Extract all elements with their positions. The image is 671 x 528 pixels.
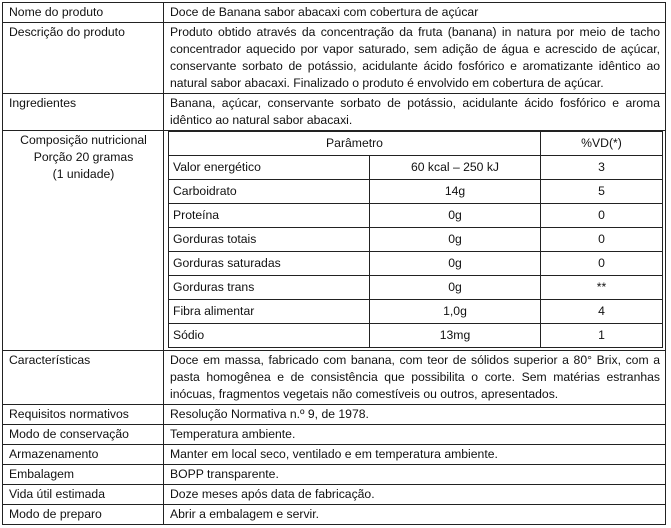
preparation-value: Abrir a embalagem e servir. — [164, 505, 666, 525]
nutrition-row — [169, 276, 663, 300]
row-conservation — [3, 425, 666, 445]
row-characteristics — [3, 351, 666, 405]
row-normative — [3, 405, 666, 425]
nutrition-row — [169, 180, 663, 204]
characteristics-value: Doce em massa, fabricado com banana, com teor de sólidos superior a 80° Brix, com a pasta homogênea e de consistência que possibilita o corte. Sem matérias estranhas inócuas, fragmentos vegetais não comestíveis ou outros, apresentados. — [164, 351, 666, 405]
nutrient-vd: 5 — [541, 180, 663, 204]
packaging-value: BOPP transparente. — [164, 465, 666, 485]
spec-table — [2, 2, 666, 525]
product-spec-sheet — [2, 2, 666, 525]
nutrient-amount: 13mg — [370, 324, 541, 348]
row-nutrition — [3, 131, 666, 351]
nutrient-amount: 60 kcal – 250 kJ — [370, 156, 541, 180]
nutrition-label-title: Composição nutricional — [20, 133, 147, 147]
preparation-label: Modo de preparo — [3, 505, 164, 525]
nutrition-header-row — [169, 132, 663, 156]
row-ingredients — [3, 94, 666, 131]
packaging-label: Embalagem — [3, 465, 164, 485]
nutrition-table — [168, 131, 663, 348]
nutrition-header-parameter: Parâmetro — [169, 132, 541, 156]
nutrition-label-unit: (1 unidade) — [52, 167, 115, 181]
nutrient-name: Gorduras saturadas — [169, 252, 370, 276]
nutrient-amount: 1,0g — [370, 300, 541, 324]
nutrient-vd: 1 — [541, 324, 663, 348]
row-description — [3, 23, 666, 94]
row-product-name — [3, 3, 666, 23]
nutrition-row — [169, 204, 663, 228]
nutrition-label-portion: Porção 20 gramas — [33, 150, 134, 164]
nutrition-row — [169, 228, 663, 252]
nutrient-name: Fibra alimentar — [169, 300, 370, 324]
product-name-value: Doce de Banana sabor abacaxi com cobertura de açúcar — [164, 3, 666, 23]
row-preparation — [3, 505, 666, 525]
nutrient-vd: 3 — [541, 156, 663, 180]
nutrient-vd: ** — [541, 276, 663, 300]
row-storage — [3, 445, 666, 465]
characteristics-label: Características — [3, 351, 164, 405]
nutrient-vd: 0 — [541, 204, 663, 228]
nutrition-label — [3, 131, 164, 351]
nutrient-name: Gorduras totais — [169, 228, 370, 252]
nutrient-vd: 0 — [541, 252, 663, 276]
product-name-label: Nome do produto — [3, 3, 164, 23]
ingredients-label: Ingredientes — [3, 94, 164, 131]
nutrient-vd: 0 — [541, 228, 663, 252]
nutrition-row — [169, 324, 663, 348]
row-shelf-life — [3, 485, 666, 505]
normative-label: Requisitos normativos — [3, 405, 164, 425]
nutrition-header-vd: %VD(*) — [541, 132, 663, 156]
nutrient-amount: 0g — [370, 228, 541, 252]
nutrient-vd: 4 — [541, 300, 663, 324]
nutrient-amount: 0g — [370, 276, 541, 300]
nutrient-amount: 0g — [370, 252, 541, 276]
nutrition-row — [169, 252, 663, 276]
nutrient-amount: 14g — [370, 180, 541, 204]
storage-value: Manter em local seco, ventilado e em temperatura ambiente. — [164, 445, 666, 465]
shelf-life-label: Vida útil estimada — [3, 485, 164, 505]
description-value: Produto obtido através da concentração da fruta (banana) in natura por meio de tacho concentrador aquecido por vapor saturado, sem adição de água e acrescido de açúcar, conservante sorbato de potássio, acidulante ácido fosfórico e aromatizante idêntico ao natural sabor abacaxi. Finalizado o produto é envolvido em cobertura de açúcar. — [164, 23, 666, 94]
storage-label: Armazenamento — [3, 445, 164, 465]
nutrient-name: Gorduras trans — [169, 276, 370, 300]
shelf-life-value: Doze meses após data de fabricação. — [164, 485, 666, 505]
conservation-value: Temperatura ambiente. — [164, 425, 666, 445]
conservation-label: Modo de conservação — [3, 425, 164, 445]
nutrition-row — [169, 300, 663, 324]
nutrient-name: Valor energético — [169, 156, 370, 180]
nutrient-name: Sódio — [169, 324, 370, 348]
nutrition-row — [169, 156, 663, 180]
nutrient-amount: 0g — [370, 204, 541, 228]
nutrition-table-cell — [164, 131, 666, 351]
nutrient-name: Carboidrato — [169, 180, 370, 204]
ingredients-value: Banana, açúcar, conservante sorbato de potássio, acidulante ácido fosfórico e aroma idêntico ao natural sabor abacaxi. — [164, 94, 666, 131]
row-packaging — [3, 465, 666, 485]
normative-value: Resolução Normativa n.º 9, de 1978. — [164, 405, 666, 425]
nutrient-name: Proteína — [169, 204, 370, 228]
description-label: Descrição do produto — [3, 23, 164, 94]
